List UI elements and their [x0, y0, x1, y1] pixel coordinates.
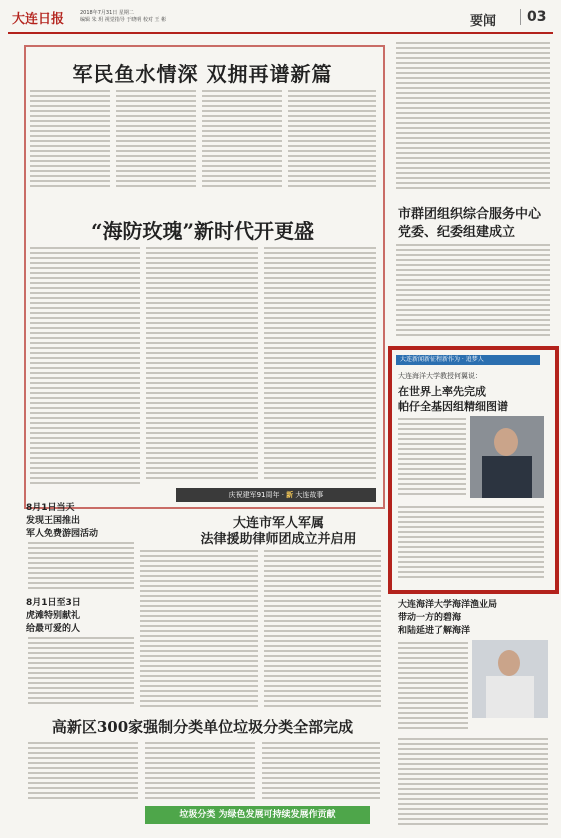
law-body-col1 — [140, 548, 258, 708]
brief2-line2: 虎滩特别献礼 — [26, 611, 81, 621]
second-portrait-photo — [472, 640, 548, 718]
right-sub-line3: 和陆延进了解海洋 — [398, 626, 471, 636]
brief1-headline — [26, 500, 98, 539]
brief1-body — [28, 540, 134, 590]
section-title: 要闻 — [470, 14, 497, 29]
meta-editors: 编辑 朱 玥 视觉指导 于晓明 校对 王 彬 — [80, 17, 167, 23]
bottom-headline: 高新区300家强制分类单位垃圾分类全部完成 — [51, 718, 354, 736]
banner-highlight: 新 — [286, 491, 294, 499]
portrait-photo — [470, 416, 544, 498]
law-headline-line1: 大连市军人军属 — [232, 516, 324, 531]
series-banner — [176, 488, 376, 502]
brief1-line3: 军人免费游园活动 — [26, 529, 99, 539]
newspaper-logo: 大连日报 — [12, 12, 65, 27]
right-sub-line1: 大连海洋大学海洋渔业局 — [398, 600, 498, 610]
banner-text-tail: 大连故事 — [295, 491, 324, 499]
story-body-col2 — [146, 245, 258, 480]
banner-text: 庆祝建军91周年 · — [228, 491, 284, 499]
second-portrait-body — [486, 676, 534, 718]
bottom-body-col3 — [262, 740, 380, 800]
highlight-body-bottom — [398, 504, 544, 580]
meta-date: 2018年7月31日 星期二 — [80, 10, 134, 16]
brief1-line2: 发现王国推出 — [26, 516, 81, 526]
masthead-meta — [80, 10, 260, 24]
second-portrait-head — [498, 650, 520, 676]
right-body-bottom — [398, 736, 548, 828]
highlight-body-left — [398, 416, 466, 498]
law-body-col2 — [264, 548, 381, 708]
bottom-body-col2 — [145, 740, 255, 800]
page-number: 03 — [520, 9, 546, 25]
story-body-col1 — [30, 245, 140, 485]
right-headline-line2: 党委、纪委组建成立 — [398, 225, 516, 240]
bottom-body-col1 — [28, 740, 138, 800]
portrait-head — [494, 428, 518, 456]
main-body-col3 — [202, 88, 282, 188]
right-body-top — [396, 40, 550, 190]
highlight-tag: 大连新闻新征程新作为 · 追梦人 — [396, 355, 540, 365]
right-body-lower — [398, 640, 468, 730]
main-body-col4 — [288, 88, 376, 188]
masthead — [8, 6, 553, 34]
main-body-col2 — [116, 88, 196, 188]
right-body-mid — [396, 242, 550, 337]
right-sub-line2: 带动一方的碧海 — [398, 613, 462, 623]
main-body-col1 — [30, 88, 110, 188]
story-body-col3 — [264, 245, 376, 480]
brief1-line1: 8月1日当天 — [26, 503, 75, 513]
brief2-line3: 给最可爱的人 — [26, 624, 81, 634]
highlight-kicker: 大连海洋大学教授何翼说： — [398, 372, 482, 380]
green-footer-banner: 垃圾分类 为绿色发展可持续发展作贡献 — [145, 806, 370, 824]
right-headline-line1: 市群团组织综合服务中心 — [398, 207, 542, 222]
highlight-headline-line1: 在世界上率先完成 — [398, 385, 486, 398]
main-headline: 军民鱼水情深 双拥再谱新篇 — [72, 62, 333, 86]
brief2-headline — [26, 595, 81, 634]
portrait-body — [482, 456, 532, 498]
brief2-line1: 8月1日至3日 — [26, 598, 81, 608]
brief2-body — [28, 635, 134, 707]
law-headline-line2: 法律援助律师团成立并启用 — [200, 532, 357, 547]
highlight-headline-line2: 帕仔全基因组精细图谱 — [398, 400, 508, 413]
secondary-headline: “海防玫瑰”新时代开更盛 — [90, 219, 314, 243]
